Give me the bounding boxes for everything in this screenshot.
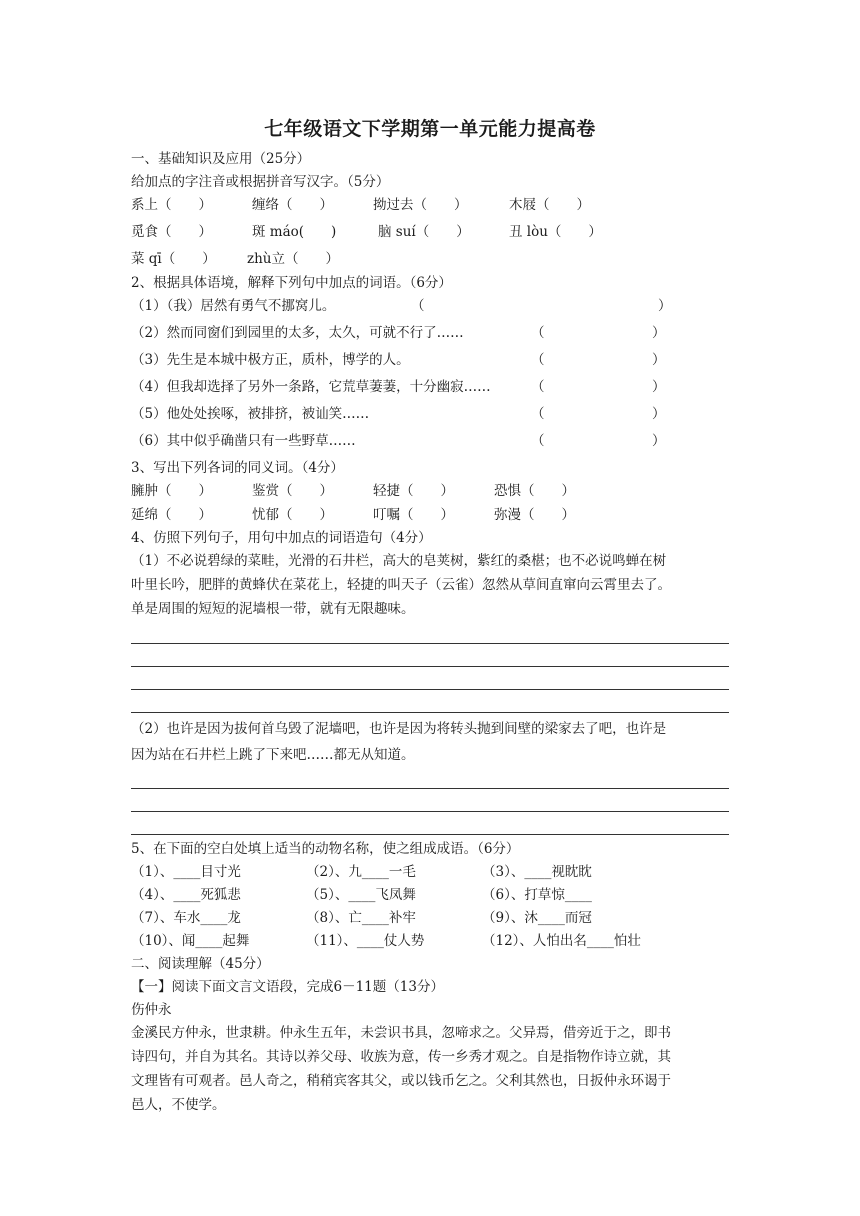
- q2-item-text: （6）其中似乎确凿只有一些野草……: [131, 433, 356, 449]
- q4-sentence2-line2: 因为站在石井栏上跳了下来吧……都无从知道。: [131, 747, 415, 763]
- q2-item-text: （5）他处处挨啄，被排挤，被讪笑……: [131, 406, 370, 422]
- q2-answer-close: ）: [652, 352, 666, 368]
- q2-answer-close: ）: [652, 379, 666, 395]
- idiom-item: （10）、闻____起舞: [131, 933, 250, 949]
- q3-heading: 3、写出下列各词的同义词。（4分）: [131, 460, 344, 476]
- idiom-item: （5）、____飞凤舞: [306, 887, 416, 903]
- q4-sentence2-line1: （2）也许是因为拔何首乌毁了泥墙吧，也许是因为将转头抛到间壁的梁家去了吧，也许是: [131, 721, 667, 737]
- q4-sentence1-line2: 叶里长吟，肥胖的黄蜂伏在菜花上，轻捷的叫天子（云雀）忽然从草间直窜向云霄里去了。: [131, 577, 671, 593]
- q2-answer-close: ）: [652, 406, 666, 422]
- q2-answer-close: ）: [652, 325, 666, 341]
- q3-item: 弥漫（ ）: [494, 507, 575, 523]
- q2-answer-open: （: [531, 352, 545, 368]
- q3-item: 臃肿（ ）: [131, 483, 212, 499]
- q2-item-text: （2）然而同窗们到园里的太多，太久，可就不行了……: [131, 325, 464, 341]
- q1-item: 斑 máo( ): [252, 224, 337, 240]
- idiom-item: （2）、九____一毛: [306, 864, 416, 880]
- q1-item: 觅食（ ）: [131, 224, 212, 240]
- answer-line[interactable]: [131, 811, 729, 812]
- q1-item: 缠络（ ）: [252, 197, 333, 213]
- q1-item: 菜 qī（ ）: [131, 251, 216, 267]
- idiom-item: （6）、打草惊____: [482, 887, 592, 903]
- q2-answer-open: （: [531, 379, 545, 395]
- q3-item: 轻捷（ ）: [373, 483, 454, 499]
- idiom-item: （11）、____仗人势: [306, 933, 425, 949]
- answer-line[interactable]: [131, 689, 729, 690]
- q1-item: 拗过去（ ）: [373, 197, 468, 213]
- idiom-item: （7）、车水____龙: [131, 910, 241, 926]
- reading-paragraph-line: 邑人，不使学。: [131, 1097, 226, 1113]
- reading-text-title: 伤仲永: [131, 1002, 172, 1018]
- answer-line[interactable]: [131, 712, 729, 713]
- idiom-item: （12）、人怕出名____怕壮: [482, 933, 641, 949]
- q4-sentence1-line3: 单是周围的短短的泥墙根一带，就有无限趣味。: [131, 601, 415, 617]
- page-title: 七年级语文下学期第一单元能力提高卷: [264, 118, 596, 140]
- q2-answer-open: （: [531, 325, 545, 341]
- q2-answer-close: ）: [652, 433, 666, 449]
- q2-heading: 2、根据具体语境，解释下列句中加点的词语。（6分）: [131, 275, 452, 291]
- q1-item: 丑 lòu（ ）: [509, 224, 602, 240]
- q1-intro: 给加点的字注音或根据拼音写汉字。（5分）: [131, 174, 390, 190]
- q1-item: 木屐（ ）: [509, 197, 590, 213]
- idiom-item: （4）、____死狐悲: [131, 887, 241, 903]
- idiom-item: （9）、沐____而冠: [482, 910, 592, 926]
- idiom-item: （3）、____视眈眈: [482, 864, 592, 880]
- reading-paragraph-line: 诗四句，并自为其名。其诗以养父母、收族为意，传一乡秀才观之。自是指物作诗立就，其: [131, 1049, 671, 1065]
- idiom-item: （1）、____目寸光: [131, 864, 241, 880]
- q3-item: 忧郁（ ）: [252, 507, 333, 523]
- q4-heading: 4、仿照下列句子，用句中加点的词语造句（4分）: [131, 530, 432, 546]
- q2-item-text: （1）（我）居然有勇气不挪窝儿。: [131, 298, 336, 314]
- q1-item: 系上（ ）: [131, 197, 212, 213]
- answer-line[interactable]: [131, 643, 729, 644]
- q4-sentence1-line1: （1）不必说碧绿的菜畦，光滑的石井栏，高大的皂荚树，紫红的桑椹；也不必说鸣蝉在树: [131, 553, 667, 569]
- part2-heading: 二、阅读理解（45分）: [131, 956, 270, 972]
- q2-answer-open: （: [411, 298, 425, 314]
- q1-item: 脑 suí（ ）: [378, 224, 470, 240]
- idiom-item: （8）、亡____补牢: [306, 910, 416, 926]
- q2-answer-open: （: [531, 406, 545, 422]
- part1-heading: 一、基础知识及应用（25分）: [131, 151, 311, 167]
- q2-item-text: （3）先生是本城中极方正，质朴，博学的人。: [131, 352, 410, 368]
- q3-item: 鉴赏（ ）: [252, 483, 333, 499]
- q1-item: zhù立（ ）: [247, 251, 340, 267]
- reading-paragraph-line: 金溪民方仲永，世隶耕。仲永生五年，未尝识书具，忽啼求之。父异焉，借旁近于之，即书: [131, 1025, 671, 1041]
- q3-item: 延绵（ ）: [131, 507, 212, 523]
- answer-line[interactable]: [131, 834, 729, 835]
- q2-item-text: （4）但我却选择了另外一条路，它荒草萋萋，十分幽寂……: [131, 379, 491, 395]
- answer-line[interactable]: [131, 666, 729, 667]
- reading-paragraph-line: 文理皆有可观者。邑人奇之，稍稍宾客其父，或以钱币乞之。父利其然也，日扳仲永环谒于: [131, 1073, 671, 1089]
- reading-sub-heading: 【一】阅读下面文言文语段，完成6－11题（13分）: [131, 979, 444, 995]
- q2-answer-close: ）: [658, 298, 672, 314]
- q5-heading: 5、在下面的空白处填上适当的动物名称，使之组成成语。（6分）: [131, 841, 520, 857]
- answer-line[interactable]: [131, 788, 729, 789]
- q2-answer-open: （: [531, 433, 545, 449]
- q3-item: 叮嘱（ ）: [373, 507, 454, 523]
- q3-item: 恐惧（ ）: [494, 483, 575, 499]
